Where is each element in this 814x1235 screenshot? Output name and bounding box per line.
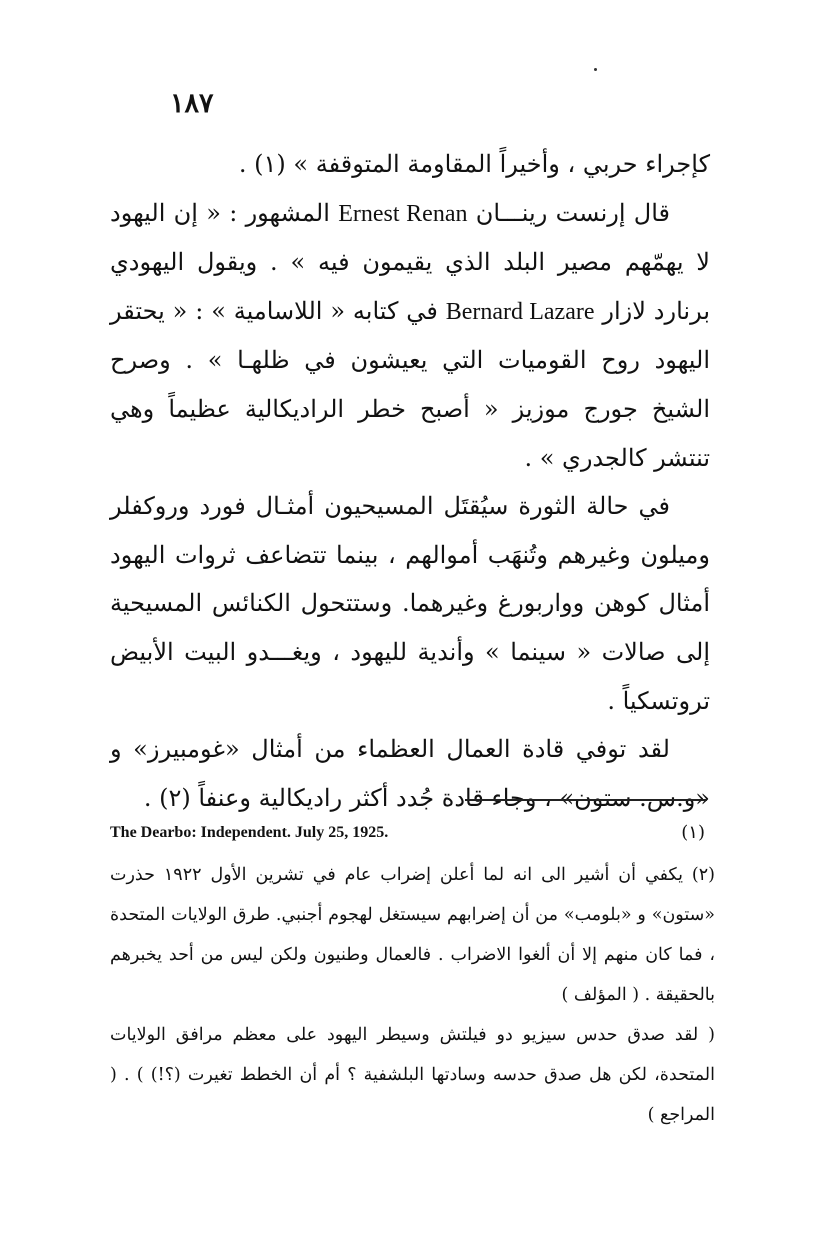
footnotes	[110, 815, 715, 1135]
scan-speck	[594, 68, 597, 71]
latin-name-renan: Ernest Renan	[338, 200, 468, 227]
footnote-2: (٢) يكفي أن أشير الى انه لما أعلن إضراب عام في تشرين الأول ١٩٢٢ حذرت «ستون» و «بلومب» من أن إضرابهم سيستغل لهجوم أجنبي. طرق الولايات المتحدة ، فما كان منهم إلا أن ألغوا الاضراب . فالعمال وطنيون ولكن ليس من أحد يخبرهم بالحقيقة . ( المؤلف )	[110, 865, 715, 1005]
paragraph-4: لقد توفي قادة العمال العظماء من أمثال «غومبيرز» و «و.س. ستون» ، وجاء قادة جُدد أكثر راديكالية وعنفاً (٢) .	[110, 735, 710, 812]
footnote-1-number: (١)	[681, 822, 705, 843]
footnote-divider	[465, 799, 707, 801]
page-number: ١٨٧	[170, 88, 214, 119]
body-text	[110, 140, 710, 822]
footnote-1-text: The Dearbo: Independent. July 25, 1925.	[110, 824, 389, 841]
footnote-1	[110, 815, 715, 855]
footnote-3: ( لقد صدق حدس سيزيو دو فيلتش وسيطر اليهود على معظم مرافق الولايات المتحدة، لكن هل صدق حدسه وسادتها البلشفية ؟ أم أن الخطط تغيرت (؟!) ) . ( المراجع )	[110, 1025, 715, 1125]
paragraph-1: كإجراء حربي ، وأخيراً المقاومة المتوقفة » (١) .	[238, 150, 710, 178]
paragraph-2	[110, 189, 710, 483]
paragraph-3: في حالة الثورة سيُقتَل المسيحيون أمثـال فورد وروكفلر وميلون وغيرهم وتُنهَب أموالهم ، بينما تتضاعف ثروات اليهود أمثال كوهن وواربورغ وغيرهما. وستتحول الكنائس المسيحية إلى صالات « سينما » وأندية لليهود ، ويغـــدو البيت الأبيض تروتسكياً .	[110, 492, 710, 715]
paragraph-2-part-a: قال إرنست رينـــان	[475, 198, 671, 227]
paragraph-2-part-b: المشهور : « إن اليهود لا يهمّهم مصير البلد الذي يقيمون فيه » . ويقول اليهودي برنارد لازار	[110, 198, 710, 325]
paragraph-2-part-c: في كتابه « اللاسامية » : « يحتقر اليهود روح القوميات التي يعيشون في ظلهـا » . وصرح الشيخ جورج موزيز « أصبح خطر الراديكالية عظيماً وهي تنتشر كالجدري » .	[110, 296, 710, 472]
latin-name-lazare: Bernard Lazare	[445, 298, 595, 325]
